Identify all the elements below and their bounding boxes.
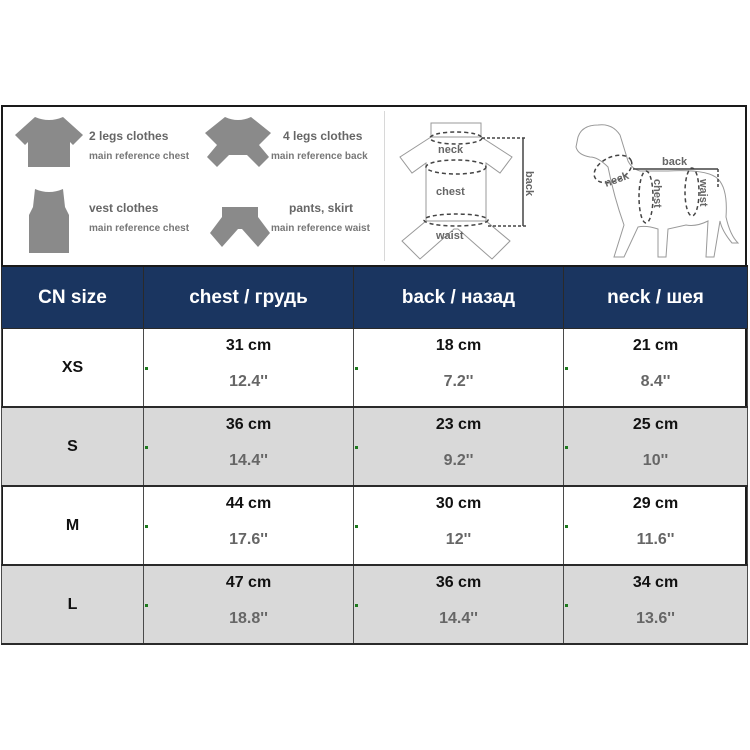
guide-subtitle: main reference waist	[271, 223, 370, 234]
dog-neck-label: neck	[602, 169, 631, 190]
dog-measurement-diagram	[568, 117, 743, 262]
header-neck: neck / шея	[564, 266, 748, 329]
garment-measurement-diagram	[388, 111, 538, 261]
neck-cm: 25 cm	[632, 415, 679, 433]
neck-cell	[564, 565, 748, 644]
neck-cell	[564, 407, 748, 486]
chest-label: chest	[436, 186, 465, 198]
chest-cm: 47 cm	[225, 573, 272, 591]
neck-inch: 13.6''	[636, 609, 675, 627]
back-cm: 18 cm	[435, 336, 482, 354]
size-label: L	[2, 565, 144, 644]
neck-inch: 10''	[642, 451, 669, 469]
back-cm: 36 cm	[435, 573, 482, 591]
back-cm: 30 cm	[435, 494, 482, 512]
dog-back-label: back	[662, 156, 688, 168]
chest-inch: 14.4''	[229, 451, 268, 469]
dog-waist-label: waist	[697, 179, 709, 207]
four-leg-suit-icon	[203, 115, 273, 171]
size-label: M	[2, 486, 144, 565]
header-chest: chest / грудь	[144, 266, 354, 329]
neck-cell	[564, 486, 748, 565]
neck-cm: 29 cm	[632, 494, 679, 512]
guide-title: 4 legs clothes	[283, 129, 363, 143]
back-inch: 14.4''	[439, 609, 478, 627]
tshirt-icon	[13, 115, 85, 169]
chest-cell	[144, 329, 354, 408]
chest-cell	[144, 565, 354, 644]
back-inch: 7.2''	[443, 372, 474, 390]
header-cn-size: CN size	[2, 266, 144, 329]
chest-inch: 12.4''	[229, 372, 268, 390]
chest-cm: 36 cm	[225, 415, 272, 433]
table-row	[2, 565, 748, 644]
vest-icon	[25, 187, 73, 255]
waist-label: waist	[436, 230, 464, 242]
guide-subtitle: main reference chest	[89, 223, 190, 234]
chest-inch: 17.6''	[229, 530, 268, 548]
chest-cm: 44 cm	[225, 494, 272, 512]
guide-title: 2 legs clothes	[89, 129, 169, 143]
guide-title: pants, skirt	[289, 201, 354, 215]
neck-inch: 11.6''	[636, 530, 675, 548]
guide-title: vest clothes	[89, 201, 159, 215]
size-label: S	[2, 407, 144, 486]
size-chart	[1, 105, 747, 644]
table-row	[2, 329, 748, 408]
guide-subtitle: main reference back	[271, 151, 368, 162]
chest-cm: 31 cm	[225, 336, 272, 354]
neck-cell	[564, 329, 748, 408]
chest-cell	[144, 486, 354, 565]
neck-cm: 34 cm	[632, 573, 679, 591]
chest-inch: 18.8''	[229, 609, 268, 627]
back-cell	[354, 486, 564, 565]
neck-label: neck	[438, 144, 464, 156]
measurement-guide	[3, 107, 745, 265]
divider	[384, 111, 385, 261]
back-cm: 23 cm	[435, 415, 482, 433]
back-inch: 12''	[445, 530, 472, 548]
back-cell	[354, 407, 564, 486]
neck-cm: 21 cm	[632, 336, 679, 354]
back-cell	[354, 565, 564, 644]
table-header-row	[2, 266, 748, 329]
neck-inch: 8.4''	[640, 372, 671, 390]
guide-subtitle: main reference chest	[89, 151, 190, 162]
back-inch: 9.2''	[443, 451, 474, 469]
table-row	[2, 407, 748, 486]
size-label: XS	[2, 329, 144, 408]
back-cell	[354, 329, 564, 408]
header-back: back / назад	[354, 266, 564, 329]
back-label: back	[523, 171, 535, 197]
table-row	[2, 486, 748, 565]
pants-icon	[208, 205, 272, 249]
chest-cell	[144, 407, 354, 486]
dog-chest-label: chest	[651, 179, 663, 208]
size-table	[1, 265, 748, 645]
